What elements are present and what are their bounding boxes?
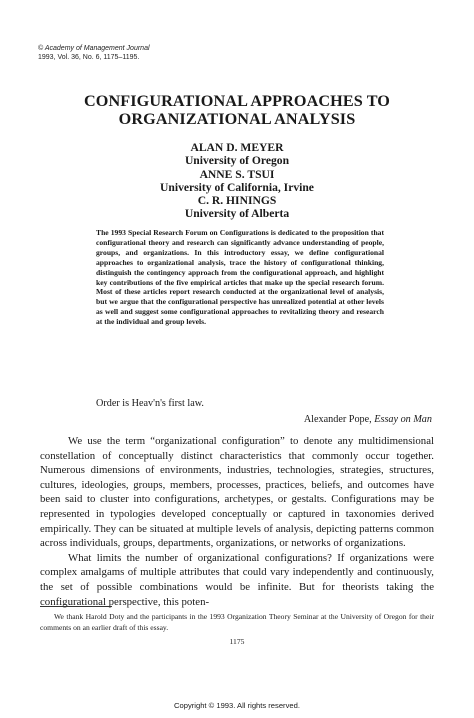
abstract-text: The 1993 Special Research Forum on Configurations is dedicated to the proposition that configurational theory and research can significantly advance understanding of people, groups, and organizations. In this introductory essay, we define configurational approaches to organizational analysis, trace the history of configurational thinking, distinguish the contingency approach from the configurational approach, and highlight key contributions of the five empirical articles that make up the special research forum. Most of these articles report research conducted at the organizational level of analysis, but we argue that the configurational perspective has unrealized potential at other levels as well and suggest some configurational approaches to revitalizing theory and research at the individual and group levels. — [96, 228, 384, 327]
author-affiliation: University of Oregon — [184, 154, 290, 168]
article-title — [40, 92, 434, 128]
epigraph-author: Alexander Pope, — [303, 414, 372, 425]
body-text — [40, 434, 434, 609]
page-number: 1175 — [229, 637, 245, 646]
epigraph-quote: Order is Heav'n's first law. — [96, 398, 204, 409]
body-paragraph: We use the term “organizational configuration” to denote any multidimensional constellation of conceptually distinct characteristics that commonly occur together. Numerous dimensions of environments, industries, technologies, strategies, structures, cultures, ideologies, groups, members, processes, practices, beliefs, and outcomes have been said to cluster into configurations, archetypes, or gestalts. Configurations may be represented in typologies developed conceptually or captured in taxonomies derived empirically. They can be situated at multiple levels of analysis, depicting patterns common across individuals, groups, departments, organizations, or networks of organizations. — [40, 435, 434, 550]
author-affiliation: University of Alberta — [184, 207, 290, 221]
body-paragraph: What limits the number of organizational configurations? If organizations were complex amalgams of multiple attributes that could vary independently and continuously, the set of possible combinations would be infinite. But for theorists taking the configurational perspective, this poten- — [40, 551, 434, 608]
title-line-2: ORGANIZATIONAL ANALYSIS — [118, 110, 356, 128]
footnote: We thank Harold Doty and the participants in the 1993 Organization Theory Seminar at the University of Oregon for their comments on an earlier draft of this essay. — [40, 612, 434, 632]
title-line-1: CONFIGURATIONAL APPROACHES TO — [83, 92, 390, 110]
epigraph-attribution — [240, 414, 432, 426]
journal-name: © Academy of Management Journal — [38, 45, 150, 52]
author-block — [40, 141, 434, 221]
copyright-notice: Copyright © 1993. All rights reserved. — [174, 701, 300, 710]
author-name: C. R. HININGS — [197, 194, 277, 208]
journal-volume: 1993, Vol. 36, No. 6, 1175–1195. — [38, 54, 140, 61]
footnote-divider — [40, 606, 112, 607]
author-name: ANNE S. TSUI — [199, 167, 275, 181]
epigraph-work: Essay on Man — [374, 414, 432, 425]
author-affiliation: University of California, Irvine — [160, 180, 314, 194]
abstract — [96, 228, 384, 327]
journal-citation — [38, 44, 150, 62]
author-name: ALAN D. MEYER — [190, 141, 284, 154]
